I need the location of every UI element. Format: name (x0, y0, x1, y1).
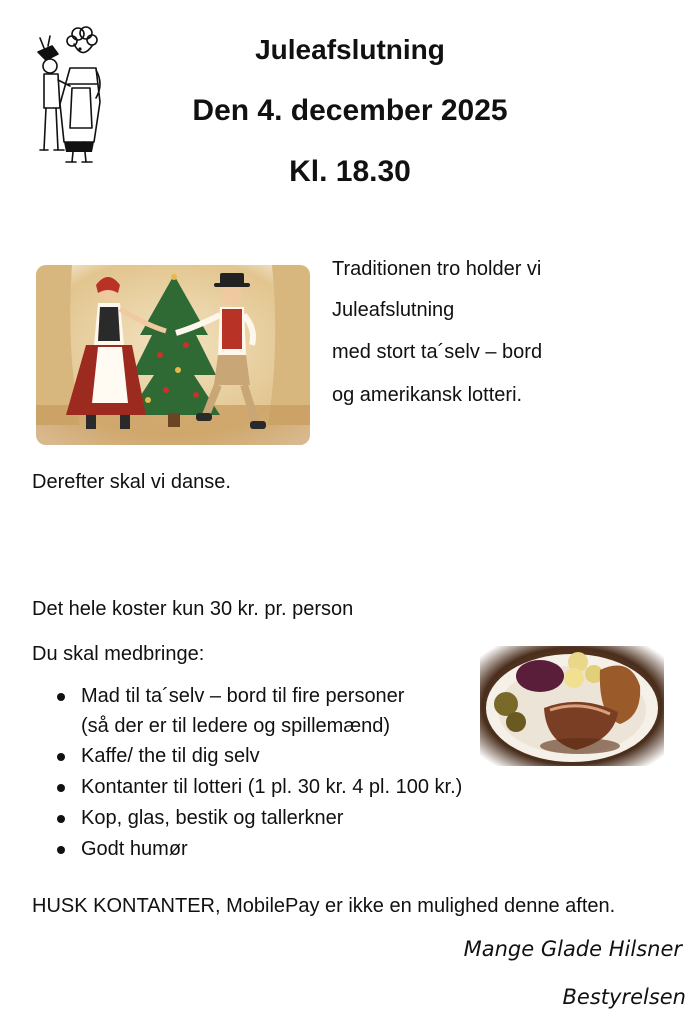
folk-dancers-christmas-tree-image (36, 265, 310, 445)
bullet-icon (57, 846, 65, 854)
list-item-text: Kontanter til lotteri (1 pl. 30 kr. 4 pl. 100 kr.) (81, 776, 463, 798)
bring-heading: Du skal medbringe: (32, 643, 205, 665)
signature: Bestyrelsen (562, 985, 686, 1009)
list-item-text: Kaffe/ the til dig selv (81, 745, 260, 767)
intro-line-2: Juleafslutning (332, 299, 455, 321)
bullet-icon (57, 753, 65, 761)
list-item (52, 741, 532, 772)
cash-note: HUSK KONTANTER, MobilePay er ikke en mulighed denne aften. (32, 895, 616, 917)
intro-line-4: og amerikansk lotteri. (332, 384, 523, 406)
event-title: Juleafslutning (255, 34, 445, 65)
bullet-icon (57, 693, 65, 701)
closing-greeting: Mange Glade Hilsner (463, 937, 682, 961)
list-item (52, 834, 532, 865)
event-time: Kl. 18.30 (289, 155, 411, 188)
bring-list (52, 681, 532, 865)
bullet-icon (57, 784, 65, 792)
list-item (52, 681, 532, 741)
bullet-icon (57, 815, 65, 823)
list-item-text: Kop, glas, bestik og tallerkner (81, 807, 344, 829)
list-item-text: Godt humør (81, 838, 188, 860)
list-item-text: Mad til ta´selv – bord til fire personer (81, 685, 405, 707)
list-item (52, 803, 532, 834)
intro-line-3: med stort ta´selv – bord (332, 341, 543, 363)
price-text: Det hele koster kun 30 kr. pr. person (32, 598, 354, 620)
list-item (52, 772, 532, 803)
list-item-subtext: (så der er til ledere og spillemænd) (81, 715, 391, 737)
dance-text: Derefter skal vi danse. (32, 471, 231, 493)
intro-line-1: Traditionen tro holder vi (332, 258, 542, 280)
event-date: Den 4. december 2025 (192, 94, 508, 127)
